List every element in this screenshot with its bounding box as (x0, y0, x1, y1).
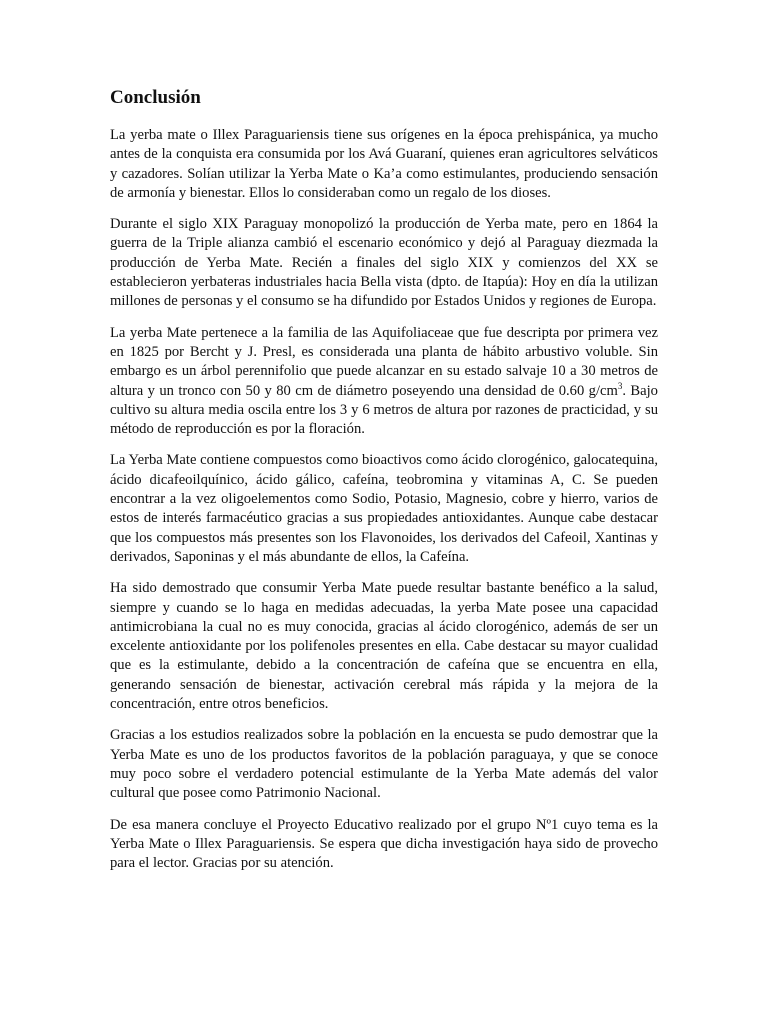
paragraph-closing: De esa manera concluye el Proyecto Educativo realizado por el grupo Nº1 cuyo tema es la Yerba Mate o Illex Paraguariensis. Se espera que dicha investigación haya sido de provecho para el lector. Gracias por su atención. (110, 816, 658, 872)
paragraph-compounds: La Yerba Mate contiene compuestos como bioactivos como ácido clorogénico, galocatequina, ácido dicafeoilquínico, ácido gálico, cafeína, teobromina y vitaminas A, C. Se pueden encontrar a la vez oligoelementos como Sodio, Potasio, Magnesio, cobre y hierro, varios de estos de interés farmacéutico gracias a sus propiedades antioxidantes. Aunque cabe destacar que los compuestos más presentes son los Flavonoides, los derivados del Cafeoil, Xantinas y derivados, Saponinas y el más abundante de ellos, la Cafeína. (110, 452, 658, 565)
page-title: Conclusión (110, 87, 201, 108)
superscript-cubed: 3 (617, 380, 623, 391)
paragraph-botany (110, 324, 658, 440)
paragraph-benefits: Ha sido demostrado que consumir Yerba Mate puede resultar bastante benéfico a la salud, siempre y cuando se lo haga en medidas adecuadas, la yerba Mate posee una capacidad antimicrobiana la cual no es muy conocida, gracias al ácido clorogénico, además de ser un excelente antioxidante por los polifenoles presentes en ella. Cabe destacar su mayor cualidad que es la estimulante, debido a la concentración de cafeína que se encuentra en ella, generando sensación de bienestar, activación cerebral más rápida y la mejora de la concentración, entre otros beneficios. (110, 580, 658, 713)
paragraph-botany-text: La yerba Mate pertenece a la familia de las Aquifoliaceae que fue descripta por primera vez en 1825 por Bercht y J. Presl, es considerada una planta de hábito arbustivo voluble. Sin embargo es un árbol perennifolio que puede alcanzar en su estado salvaje 10 a 30 metros de altura y un tronco con 50 y 80 cm de diámetro poseyendo una densidad de 0.60 g/cm (110, 324, 658, 399)
document-page (110, 86, 658, 885)
paragraph-botany-text-end: . Bajo cultivo su altura media oscila entre los 3 y 6 metros de altura por razones de practicidad, y su método de reproducción es por la floración. (110, 382, 658, 438)
paragraph-origins: La yerba mate o Illex Paraguariensis tiene sus orígenes en la época prehispánica, ya mucho antes de la conquista era consumida por los Avá Guaraní, quienes eran agricultores selváticos y cazadores. Solían utilizar la Yerba Mate o Ka’a como estimulantes, produciendo sensación de armonía y bienestar. Ellos lo consideraban como un regalo de los dioses. (110, 127, 658, 201)
paragraph-history: Durante el siglo XIX Paraguay monopolizó la producción de Yerba mate, pero en 1864 la guerra de la Triple alianza cambió el escenario económico y dejó al Paraguay diezmada la producción de Yerba Mate. Recién a finales del siglo XIX y comienzos del XX se establecieron yerbateras industriales hacia Bella vista (dpto. de Itapúa): Hoy en día la utilizan millones de personas y el consumo se ha difundido por Estados Unidos y regiones de Europa. (110, 216, 658, 310)
paragraph-survey: Gracias a los estudios realizados sobre la población en la encuesta se pudo demostrar que la Yerba Mate es uno de los productos favoritos de la población paraguaya, y que se conoce muy poco sobre el verdadero potencial estimulante de la Yerba Mate además del valor cultural que posee como Patrimonio Nacional. (110, 727, 658, 802)
